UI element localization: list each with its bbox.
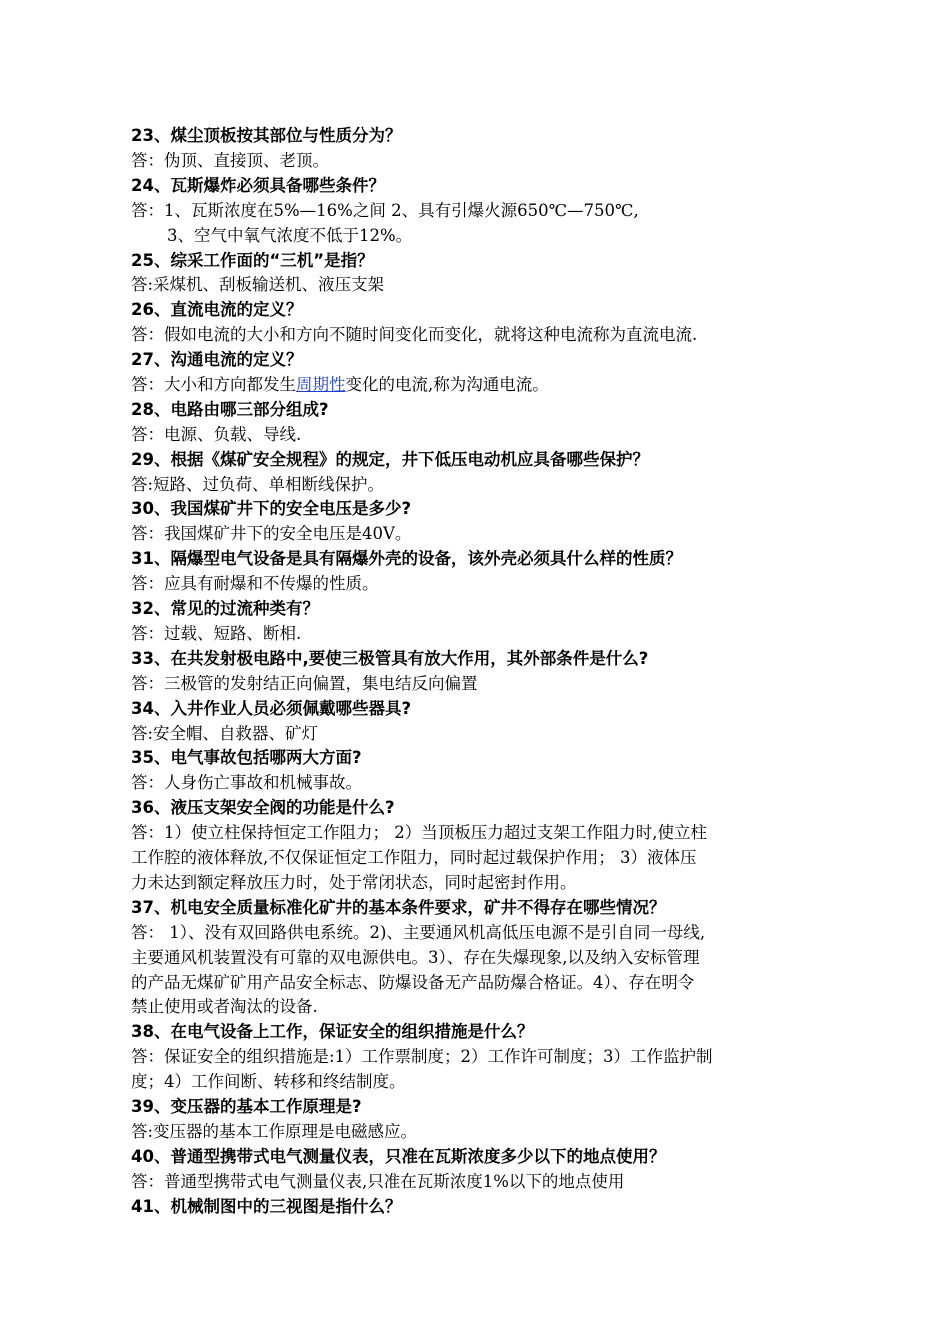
answer-33 [131, 672, 821, 697]
answer-40 [131, 1170, 821, 1195]
answer-28 [131, 423, 821, 448]
question-34: 34、入井作业人员必须佩戴哪些器具? [131, 698, 412, 718]
answer-35 [131, 771, 821, 796]
question-39: 39、变压器的基本工作原理是? [131, 1097, 362, 1117]
answer-line: 主要通风机装置没有可靠的双电源供电。3）、存在失爆现象,以及纳入安标管理 [131, 947, 700, 967]
answer-29 [131, 473, 821, 498]
answer-27 [131, 373, 821, 398]
answer-line: 答：伪顶、直接顶、老顶。 [131, 150, 329, 170]
question-37: 37、机电安全质量标准化矿井的基本条件要求，矿井不得存在哪些情况？ [131, 897, 666, 917]
question-27: 27、沟通电流的定义？ [131, 350, 303, 370]
question-38: 38、在电气设备上工作，保证安全的组织措施是什么？ [131, 1022, 534, 1042]
answer-line: 答： 1）、没有双回路供电系统。2)、主要通风机高低压电源不是引自同一母线, [131, 922, 706, 942]
answer-32 [131, 622, 821, 647]
question-41: 41、机械制图中的三视图是指什么？ [131, 1196, 402, 1216]
question-36: 36、液压支架安全阀的功能是什么? [131, 798, 395, 818]
answer-text: 变化的电流,称为沟通电流。 [345, 374, 549, 394]
answer-line: 答：1）使立柱保持恒定工作阻力； 2）当顶板压力超过支架工作阻力时,使立柱 [131, 823, 707, 843]
question-24: 24、瓦斯爆炸必须具备哪些条件？ [131, 175, 385, 195]
answer-30 [131, 522, 821, 547]
answer-23 [131, 149, 821, 174]
answer-26 [131, 323, 821, 348]
question-33: 33、在共发射极电路中,要使三极管具有放大作用，其外部条件是什么? [131, 648, 649, 668]
answer-line: 的产品无煤矿矿用产品安全标志、防爆设备无产品防爆合格证。4）、存在明令 [131, 972, 695, 992]
answer-37 [131, 921, 821, 1021]
question-31: 31、隔爆型电气设备是具有隔爆外壳的设备，该外壳必须具什么样的性质？ [131, 549, 682, 569]
answer-line: 答：假如电流的大小和方向不随时间变化而变化，就将这种电流称为直流电流. [131, 325, 698, 345]
answer-line: 答：1、瓦斯浓度在5%—16%之间 2、具有引爆火源650℃—750℃, [131, 200, 639, 220]
answer-line: 答:安全帽、自救器、矿灯 [131, 723, 319, 743]
answer-38 [131, 1045, 821, 1095]
answer-line: 度；4）工作间断、转移和终结制度。 [131, 1072, 406, 1092]
question-32: 32、常见的过流种类有？ [131, 599, 319, 619]
answer-25 [131, 273, 821, 298]
answer-line: 答:短路、过负荷、单相断线保护。 [131, 474, 385, 494]
answer-line: 答：普通型携带式电气测量仪表,只准在瓦斯浓度1%以下的地点使用 [131, 1171, 625, 1191]
answer-line: 答：电源、负载、导线. [131, 424, 302, 444]
answer-34 [131, 722, 821, 747]
answer-line: 答:变压器的基本工作原理是电磁感应。 [131, 1121, 418, 1141]
answer-31 [131, 572, 821, 597]
answer-line: 3、空气中氧气浓度不低于12%。 [167, 225, 413, 245]
answer-line: 答：应具有耐爆和不传爆的性质。 [131, 574, 379, 594]
question-25: 25、综采工作面的“三机”是指？ [131, 250, 374, 270]
qa-list [131, 124, 821, 1220]
question-30: 30、我国煤矿井下的安全电压是多少? [131, 499, 412, 519]
answer-line: 工作腔的液体释放,不仅保证恒定工作阻力，同时起过载保护作用； 3）液体压 [131, 848, 697, 868]
answer-line: 力未达到额定释放压力时，处于常闭状态，同时起密封作用。 [131, 872, 577, 892]
answer-text: 答：大小和方向都发生 [131, 374, 296, 394]
answer-line [131, 373, 821, 398]
question-35: 35、电气事故包括哪两大方面? [131, 748, 362, 768]
answer-36 [131, 821, 821, 896]
answer-line: 答：我国煤矿井下的安全电压是40V。 [131, 524, 412, 544]
question-29: 29、根据《煤矿安全规程》的规定，井下低压电动机应具备哪些保护？ [131, 449, 649, 469]
answer-line: 答：三极管的发射结正向偏置，集电结反向偏置 [131, 673, 478, 693]
question-26: 26、直流电流的定义？ [131, 300, 303, 320]
hyperlink-periodic[interactable]: 周期性 [296, 374, 346, 394]
answer-line: 答：保证安全的组织措施是:1）工作票制度；2）工作许可制度；3）工作监护制 [131, 1047, 713, 1067]
answer-24 [131, 199, 821, 249]
answer-line: 禁止使用或者淘汰的设备. [131, 997, 318, 1017]
answer-line: 答：过载、短路、断相. [131, 623, 302, 643]
question-23: 23、煤尘顶板按其部位与性质分为？ [131, 126, 402, 145]
answer-line: 答:采煤机、刮板输送机、液压支架 [131, 275, 385, 295]
question-40: 40、普通型携带式电气测量仪表，只准在瓦斯浓度多少以下的地点使用？ [131, 1146, 666, 1166]
answer-line: 答：人身伤亡事故和机械事故。 [131, 773, 362, 793]
answer-39 [131, 1120, 821, 1145]
question-28: 28、电路由哪三部分组成? [131, 399, 329, 419]
